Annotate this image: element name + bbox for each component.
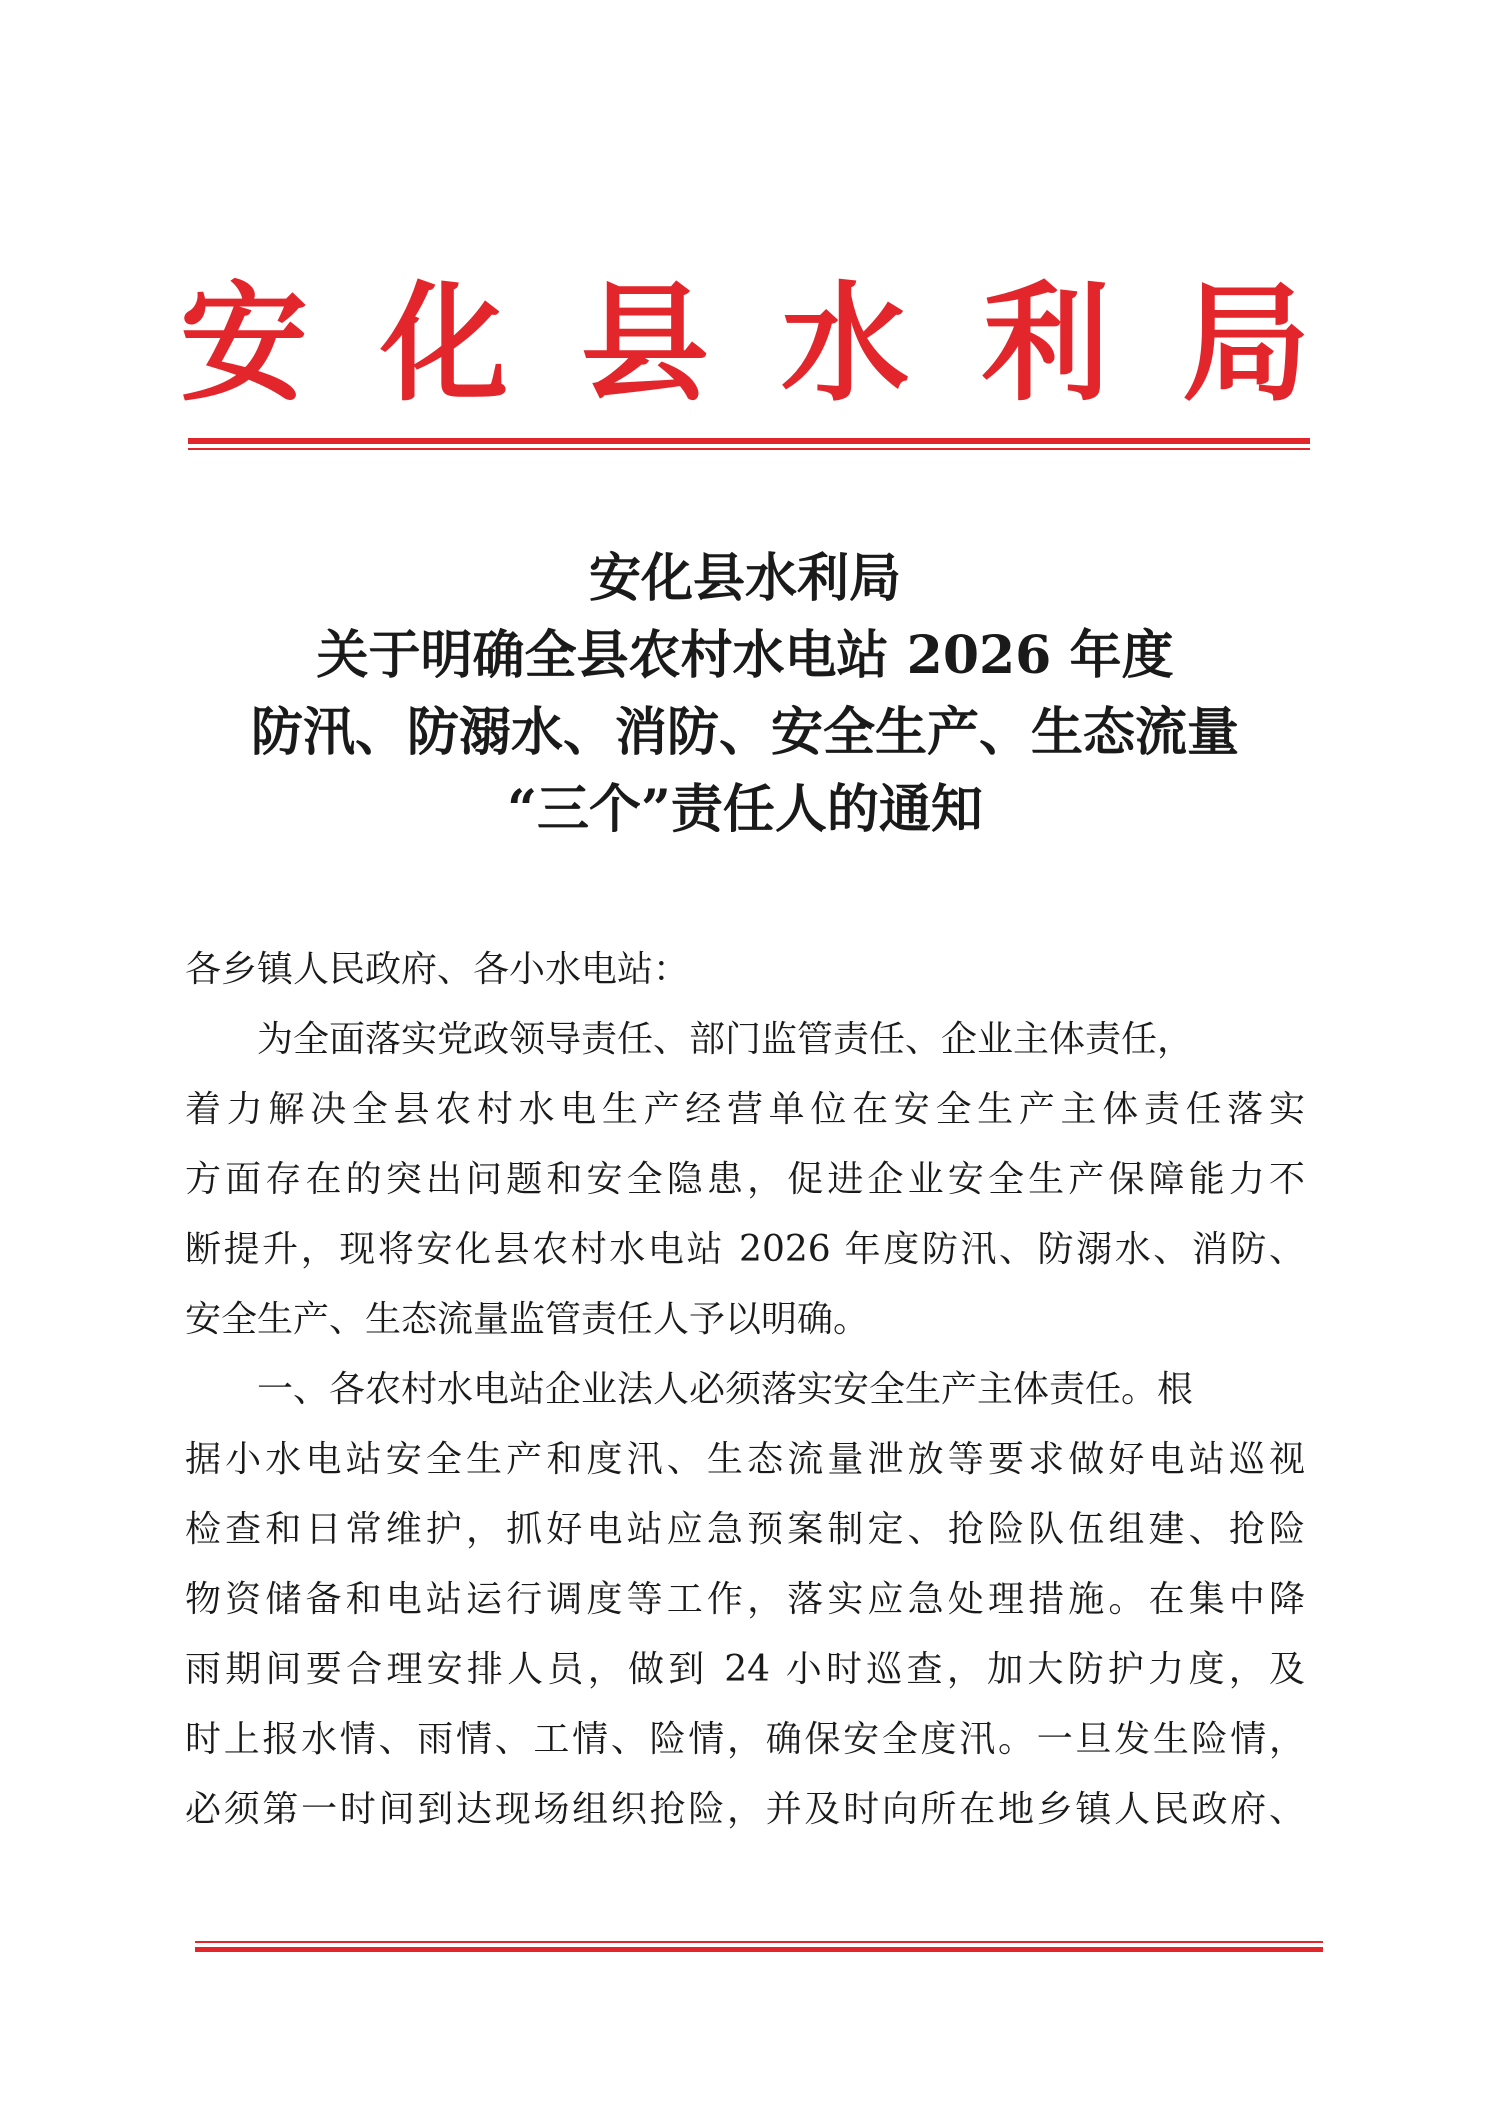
notice-body: [185, 935, 1305, 1845]
footer-divider-thick: [195, 1947, 1323, 1952]
masthead-char: 县: [580, 270, 709, 419]
footer-divider-thin: [195, 1941, 1323, 1943]
paragraph-line: 雨期间要合理安排人员，做到 24 小时巡查，加大防护力度，及: [185, 1649, 1305, 1690]
masthead-char: 水: [781, 270, 910, 419]
salutation: 各乡镇人民政府、各小水电站：: [185, 949, 690, 990]
masthead-divider-thick: [188, 438, 1310, 444]
masthead-char: 安: [180, 270, 309, 419]
masthead-title: [180, 270, 1310, 420]
paragraph-line: 断提升，现将安化县农村水电站 2026 年度防汛、防溺水、消防、: [185, 1229, 1305, 1270]
paragraph-line: 时上报水情、雨情、工情、险情，确保安全度汛。一旦发生险情，: [185, 1719, 1305, 1760]
title-line: 关于明确全县农村水电站 2026 年度: [316, 625, 1174, 686]
title-line: 安化县水利局: [588, 548, 901, 609]
masthead-char: 局: [1181, 270, 1310, 419]
paragraph-line: 为全面落实党政领导责任、部门监管责任、企业主体责任，: [257, 1019, 1194, 1060]
paragraph-line: 一、各农村水电站企业法人必须落实安全生产主体责任。根: [257, 1369, 1194, 1410]
masthead-divider-thin: [188, 448, 1310, 450]
paragraph-line: 物资储备和电站运行调度等工作，落实应急处理措施。在集中降: [185, 1579, 1305, 1620]
title-line: 防汛、防溺水、消防、安全生产、生态流量: [250, 702, 1239, 763]
paragraph-line: 方面存在的突出问题和安全隐患，促进企业安全生产保障能力不: [185, 1159, 1305, 1200]
title-line: “三个”责任人的通知: [507, 779, 983, 840]
paragraph-line: 安全生产、生态流量监管责任人予以明确。: [185, 1299, 870, 1340]
paragraph-line: 着力解决全县农村水电生产经营单位在安全生产主体责任落实: [185, 1089, 1305, 1130]
masthead-char: 利: [981, 270, 1110, 419]
notice-title: [180, 540, 1310, 848]
paragraph-line: 必须第一时间到达现场组织抢险，并及时向所在地乡镇人民政府、: [185, 1789, 1305, 1830]
masthead-char: 化: [380, 270, 509, 419]
paragraph-line: 检查和日常维护，抓好电站应急预案制定、抢险队伍组建、抢险: [185, 1509, 1305, 1550]
paragraph-line: 据小水电站安全生产和度汛、生态流量泄放等要求做好电站巡视: [185, 1439, 1305, 1480]
